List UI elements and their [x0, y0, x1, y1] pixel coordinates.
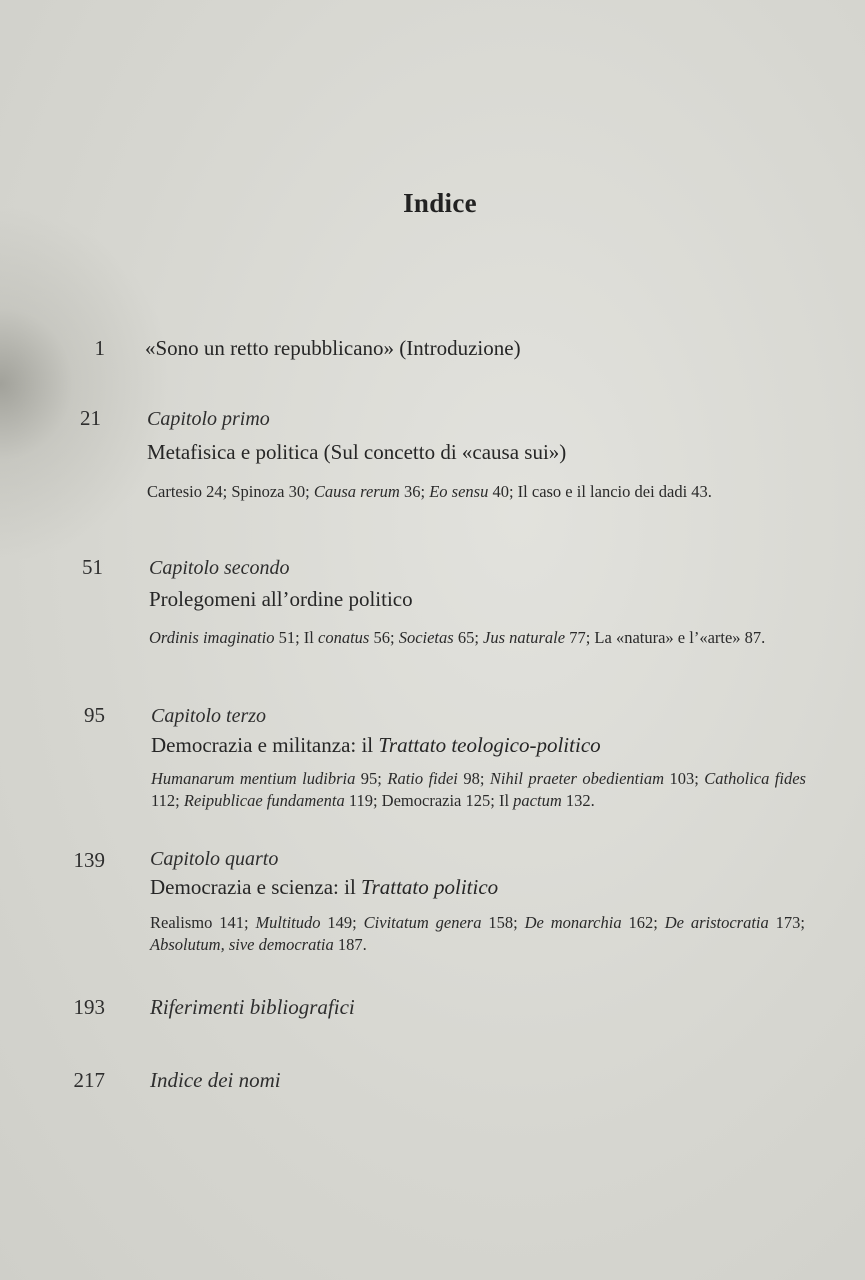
italic-text-run: conatus: [318, 628, 370, 647]
text-run: 36;: [399, 482, 430, 501]
entry-heading: Riferimenti bibliografici: [150, 995, 355, 1019]
italic-text-run: Causa rerum: [313, 482, 400, 501]
text-run: 103;: [664, 769, 705, 788]
text-run: 187.: [333, 935, 367, 954]
italic-text-run: De monarchia: [524, 913, 622, 932]
entry-page-number: 1: [94, 336, 105, 360]
entry-page-number: 139: [73, 848, 105, 872]
italic-text-run: Humanarum mentium ludibria: [151, 769, 356, 788]
entry-summary: [151, 768, 806, 812]
entry-page-number: 21: [80, 406, 101, 430]
text-run: 112;: [151, 791, 184, 810]
italic-text-run: Jus naturale: [483, 628, 566, 647]
entry-heading: [151, 733, 601, 758]
italic-text-run: Ratio fidei: [387, 769, 458, 788]
entry-chapter-label: Capitolo primo: [147, 408, 270, 430]
italic-text-run: Absolutum, sive democratia: [150, 935, 334, 954]
text-run: 65;: [453, 628, 484, 647]
italic-text-run: Trattato teologico-politico: [378, 733, 601, 757]
text-run: 158;: [481, 913, 525, 932]
entry-heading: [150, 875, 498, 900]
italic-text-run: Reipublicae fundamenta: [183, 791, 345, 810]
italic-text-run: Civitatum genera: [363, 913, 482, 932]
text-run: 95;: [355, 769, 388, 788]
page-title: Indice: [403, 188, 477, 218]
text-run: 77; La «natura» e l’«arte» 87.: [565, 628, 766, 647]
italic-text-run: Nihil praeter obedientiam: [489, 769, 664, 788]
text-run: 162;: [621, 913, 665, 932]
entry-heading: «Sono un retto repubblicano» (Introduzione): [145, 336, 521, 360]
text-run: 56;: [369, 628, 399, 647]
text-run: Democrazia e militanza: il: [151, 733, 379, 757]
entry-page-number: 95: [84, 703, 105, 727]
italic-text-run: Catholica fides: [704, 769, 806, 788]
entry-summary: [149, 627, 804, 649]
entry-chapter-label: Capitolo terzo: [151, 705, 267, 727]
entry-heading: Metafisica e politica (Sul concetto di «causa sui»): [147, 440, 567, 464]
entry-heading: Indice dei nomi: [150, 1068, 281, 1092]
text-run: 119; Democrazia 125; Il: [344, 791, 514, 810]
italic-text-run: De aristocratia: [664, 913, 769, 932]
entry-summary: [150, 912, 805, 956]
entry-chapter-label: Capitolo quarto: [150, 848, 279, 870]
italic-text-run: Multitudo: [255, 913, 321, 932]
entry-summary: [147, 481, 802, 503]
text-run: 51; Il: [274, 628, 318, 647]
text-run: 173;: [768, 913, 806, 932]
entry-page-number: 217: [73, 1068, 105, 1092]
italic-text-run: pactum: [513, 791, 562, 810]
text-run: Realismo 141;: [150, 913, 256, 932]
italic-text-run: Ordinis imaginatio: [149, 628, 275, 647]
text-run: 98;: [457, 769, 490, 788]
text-run: Democrazia e scienza: il: [150, 875, 362, 899]
text-run: Cartesio 24; Spinoza 30;: [147, 482, 314, 501]
entry-chapter-label: Capitolo secondo: [149, 557, 290, 579]
italic-text-run: Eo sensu: [429, 482, 489, 501]
entry-page-number: 51: [82, 555, 103, 579]
text-run: 149;: [320, 913, 364, 932]
text-run: 132.: [561, 791, 595, 810]
italic-text-run: Trattato politico: [361, 875, 499, 899]
entry-page-number: 193: [73, 995, 105, 1019]
italic-text-run: Societas: [398, 628, 454, 647]
text-run: 40; Il caso e il lancio dei dadi 43.: [488, 482, 712, 501]
entry-heading: Prolegomeni all’ordine politico: [149, 587, 413, 611]
